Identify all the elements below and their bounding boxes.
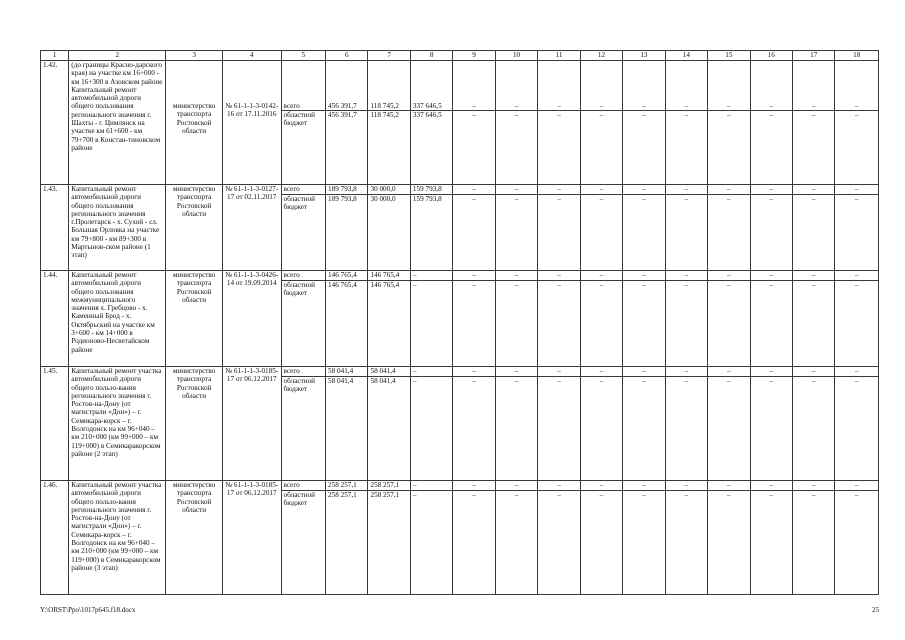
value-cell: – — [580, 61, 622, 111]
value-cell: – — [708, 61, 750, 111]
value-cell: – — [750, 61, 792, 111]
value-cell: – — [835, 271, 879, 281]
value-cell: – — [835, 367, 879, 377]
value-cell: – — [453, 481, 495, 491]
value-cell: – — [750, 195, 792, 271]
value-year2: – — [410, 377, 452, 481]
funding-source: областной бюджет — [281, 377, 325, 481]
table-row — [41, 185, 879, 195]
value-year1: 58 041,4 — [368, 377, 410, 481]
row-number: 1.46. — [41, 481, 69, 595]
value-cell: – — [835, 185, 879, 195]
value-cell: – — [708, 367, 750, 377]
value-year1: 258 257,1 — [368, 481, 410, 491]
header-cell: 14 — [665, 51, 707, 61]
value-cell: – — [580, 281, 622, 367]
value-cell: – — [580, 185, 622, 195]
value-cell: – — [708, 281, 750, 367]
approval-doc — [222, 61, 281, 185]
value-year2: – — [410, 491, 452, 595]
value-cell: – — [495, 185, 537, 195]
object-name — [69, 367, 166, 481]
value-cell: – — [750, 377, 792, 481]
value-cell: – — [665, 61, 707, 111]
table-row — [41, 271, 879, 281]
value-total: 58 041,4 — [326, 367, 368, 377]
value-cell: – — [538, 377, 580, 481]
value-cell: – — [495, 281, 537, 367]
header-cell: 8 — [410, 51, 452, 61]
value-cell: – — [580, 271, 622, 281]
value-cell: – — [453, 185, 495, 195]
value-cell: – — [623, 111, 665, 185]
value-cell: – — [750, 367, 792, 377]
object-name-text: Капитальный ремонт автомобильной дороги общего пользования регионального значения г.Пролетарск - х. Сухой - сл. Большая Орловка на участке км 79+800 - км 89+300 в Мартынов-ском районе (1 этап) — [71, 185, 160, 260]
object-name — [69, 481, 166, 595]
header-cell: 4 — [222, 51, 281, 61]
value-cell: – — [495, 481, 537, 491]
funding-source: всего — [281, 271, 325, 281]
approval-doc — [222, 185, 281, 271]
value-cell: – — [708, 377, 750, 481]
header-cell: 2 — [69, 51, 166, 61]
value-cell: – — [665, 491, 707, 595]
value-total: 146 765,4 — [326, 271, 368, 281]
approval-doc — [222, 481, 281, 595]
funding-source: всего — [281, 185, 325, 195]
value-year2: – — [410, 271, 452, 281]
customer-text: министерство транспорта Ростовской области — [172, 367, 216, 400]
value-cell: – — [665, 195, 707, 271]
funding-source: областной бюджет — [281, 491, 325, 595]
value-cell: – — [793, 281, 835, 367]
value-total: 146 765,4 — [326, 281, 368, 367]
object-name — [69, 61, 166, 185]
program-table — [40, 50, 879, 595]
row-number: 1.44. — [41, 271, 69, 367]
value-cell: – — [495, 111, 537, 185]
value-cell: – — [453, 61, 495, 111]
value-year1: 30 000,0 — [368, 185, 410, 195]
object-name-text: Капитальный ремонт участка автомобильной дороги общего пользо-вания регионального значения г. Ростов-на-Дону (от магистрали «Дон») – г. Семикара-корск – г. Волгодонск на км 96+040 – км 210+000 (км 99+000 – км 119+000) в Семикаракорском районе (2 этап) — [71, 367, 162, 458]
object-name — [69, 185, 166, 271]
value-cell: – — [793, 271, 835, 281]
value-cell: – — [538, 271, 580, 281]
header-cell: 10 — [495, 51, 537, 61]
value-year2: 159 793,8 — [410, 195, 452, 271]
table-row — [41, 481, 879, 491]
value-year1: 118 745,2 — [368, 61, 410, 111]
value-total: 58 041,4 — [326, 377, 368, 481]
value-year2: 337 646,5 — [410, 111, 452, 185]
customer-text: министерство транспорта Ростовской области — [172, 481, 216, 514]
value-cell: – — [665, 377, 707, 481]
value-cell: – — [835, 377, 879, 481]
value-cell: – — [665, 367, 707, 377]
value-cell: – — [623, 185, 665, 195]
value-year1: 58 041,4 — [368, 367, 410, 377]
value-cell: – — [750, 281, 792, 367]
value-total: 258 257,1 — [326, 491, 368, 595]
header-cell: 18 — [835, 51, 879, 61]
value-cell: – — [793, 61, 835, 111]
value-cell: – — [750, 491, 792, 595]
customer — [166, 367, 223, 481]
object-name-text: Капитальный ремонт участка автомобильной дороги общего пользо-вания регионального значения г. Ростов-на-Дону (от магистрали «Дон») – г. Семикара-корск – г. Волгодонск на км 96+040 – км 210+000 (км 99+000 – км 119+000) в Семикаракорском районе (3 этап) — [71, 481, 162, 572]
value-total: 456 391,7 — [326, 111, 368, 185]
value-cell: – — [835, 491, 879, 595]
value-cell: – — [495, 61, 537, 111]
value-cell: – — [495, 491, 537, 595]
value-cell: – — [623, 367, 665, 377]
value-cell: – — [538, 195, 580, 271]
customer — [166, 185, 223, 271]
customer — [166, 481, 223, 595]
value-cell: – — [835, 281, 879, 367]
value-cell: – — [538, 367, 580, 377]
value-year1: 118 745,2 — [368, 111, 410, 185]
value-cell: – — [665, 111, 707, 185]
header-cell: 3 — [166, 51, 223, 61]
header-cell: 6 — [326, 51, 368, 61]
value-cell: – — [580, 481, 622, 491]
value-cell: – — [835, 195, 879, 271]
value-cell: – — [793, 481, 835, 491]
table-row — [41, 61, 879, 111]
value-cell: – — [495, 195, 537, 271]
value-cell: – — [835, 481, 879, 491]
value-cell: – — [835, 61, 879, 111]
value-cell: – — [793, 377, 835, 481]
value-cell: – — [623, 281, 665, 367]
value-cell: – — [580, 367, 622, 377]
value-cell: – — [538, 185, 580, 195]
approval-doc-text: № 61-1-1-3-0142-16 от 17.11.2016 — [225, 102, 279, 119]
value-year1: 146 765,4 — [368, 271, 410, 281]
approval-doc-text: № 61-1-1-3-0426-14 от 19.09.2014 — [225, 271, 279, 288]
value-cell: – — [623, 491, 665, 595]
customer-text: министерство транспорта Ростовской области — [172, 102, 216, 135]
object-name — [69, 271, 166, 367]
value-cell: – — [793, 195, 835, 271]
page-number: 25 — [872, 606, 879, 614]
value-cell: – — [623, 61, 665, 111]
funding-source: областной бюджет — [281, 111, 325, 185]
value-cell: – — [623, 377, 665, 481]
value-cell: – — [750, 481, 792, 491]
value-cell: – — [835, 111, 879, 185]
header-cell: 11 — [538, 51, 580, 61]
row-number: 1.43. — [41, 185, 69, 271]
value-cell: – — [665, 481, 707, 491]
value-cell: – — [793, 491, 835, 595]
value-cell: – — [538, 481, 580, 491]
value-year2: 337 646,5 — [410, 61, 452, 111]
funding-source: всего — [281, 481, 325, 491]
value-cell: – — [708, 491, 750, 595]
table-row — [41, 367, 879, 377]
row-number: 1.45. — [41, 367, 69, 481]
value-cell: – — [665, 281, 707, 367]
approval-doc-text: № 61-1-1-3-0185-17 от 06.12.2017 — [225, 367, 279, 384]
header-cell: 5 — [281, 51, 325, 61]
value-year1: 258 257,1 — [368, 491, 410, 595]
value-cell: – — [665, 271, 707, 281]
value-cell: – — [453, 271, 495, 281]
value-year2: 159 793,8 — [410, 185, 452, 195]
value-cell: – — [708, 271, 750, 281]
value-total: 189 793,8 — [326, 185, 368, 195]
value-cell: – — [538, 111, 580, 185]
value-cell: – — [538, 61, 580, 111]
value-cell: – — [708, 185, 750, 195]
header-cell: 9 — [453, 51, 495, 61]
approval-doc — [222, 271, 281, 367]
value-cell: – — [580, 377, 622, 481]
value-cell: – — [453, 111, 495, 185]
funding-source: всего — [281, 61, 325, 111]
value-cell: – — [708, 195, 750, 271]
header-row — [41, 51, 879, 61]
customer — [166, 271, 223, 367]
value-cell: – — [453, 377, 495, 481]
value-cell: – — [495, 367, 537, 377]
value-total: 258 257,1 — [326, 481, 368, 491]
value-cell: – — [793, 111, 835, 185]
value-cell: – — [495, 271, 537, 281]
customer-text: министерство транспорта Ростовской области — [172, 271, 216, 304]
value-cell: – — [750, 271, 792, 281]
value-year2: – — [410, 281, 452, 367]
header-cell: 12 — [580, 51, 622, 61]
value-cell: – — [793, 367, 835, 377]
header-cell: 17 — [793, 51, 835, 61]
value-cell: – — [623, 195, 665, 271]
header-cell: 7 — [368, 51, 410, 61]
value-total: 456 391,7 — [326, 61, 368, 111]
approval-doc — [222, 367, 281, 481]
header-cell: 1 — [41, 51, 69, 61]
value-cell: – — [665, 185, 707, 195]
value-cell: – — [538, 491, 580, 595]
file-path: Y:\ORST\Ppo\1017p645.f18.docx — [40, 606, 136, 614]
value-cell: – — [453, 491, 495, 595]
funding-source: всего — [281, 367, 325, 377]
value-cell: – — [580, 111, 622, 185]
value-cell: – — [623, 481, 665, 491]
value-cell: – — [750, 111, 792, 185]
customer — [166, 61, 223, 185]
header-cell: 13 — [623, 51, 665, 61]
funding-source: областной бюджет — [281, 281, 325, 367]
header-cell: 16 — [750, 51, 792, 61]
value-cell: – — [580, 491, 622, 595]
value-cell: – — [750, 185, 792, 195]
value-cell: – — [453, 281, 495, 367]
value-cell: – — [453, 195, 495, 271]
value-cell: – — [538, 281, 580, 367]
value-year2: – — [410, 481, 452, 491]
value-cell: – — [623, 271, 665, 281]
value-cell: – — [793, 185, 835, 195]
value-cell: – — [453, 367, 495, 377]
object-name-text: (до границы Красно-дарского края) на участке км 16+000 - км 16+300 в Азовском районе — [71, 61, 163, 86]
funding-source: областной бюджет — [281, 195, 325, 271]
value-cell: – — [495, 377, 537, 481]
object-name-text: Капитальный ремонт автомобильной дороги общего пользования межмуниципального значения х. Гребцово - х. Каменный Брод - х. Октябрьский на участке км 3+600 - км 14+000 в Родионово-Несветайском районе — [71, 271, 155, 354]
value-year2: – — [410, 367, 452, 377]
customer-text: министерство транспорта Ростовской области — [172, 185, 216, 218]
header-cell: 15 — [708, 51, 750, 61]
value-year1: 30 000,0 — [368, 195, 410, 271]
approval-doc-text: № 61-1-1-3-0185-17 от 06.12.2017 — [225, 481, 279, 498]
approval-doc-text: № 61-1-1-3-0127-17 от 02.11.2017 — [225, 185, 279, 202]
value-cell: – — [708, 481, 750, 491]
value-cell: – — [708, 111, 750, 185]
row-number: 1.42. — [41, 61, 69, 185]
object-name-text: Капитальный ремонт автомобильной дороги общего пользования регионального значения г. Шахты - г. Цимлянск на участке км 61+600 - км 79+700 в Констан-тиновском районе — [71, 85, 161, 152]
value-total: 189 793,8 — [326, 195, 368, 271]
value-cell: – — [580, 195, 622, 271]
value-year1: 146 765,4 — [368, 281, 410, 367]
